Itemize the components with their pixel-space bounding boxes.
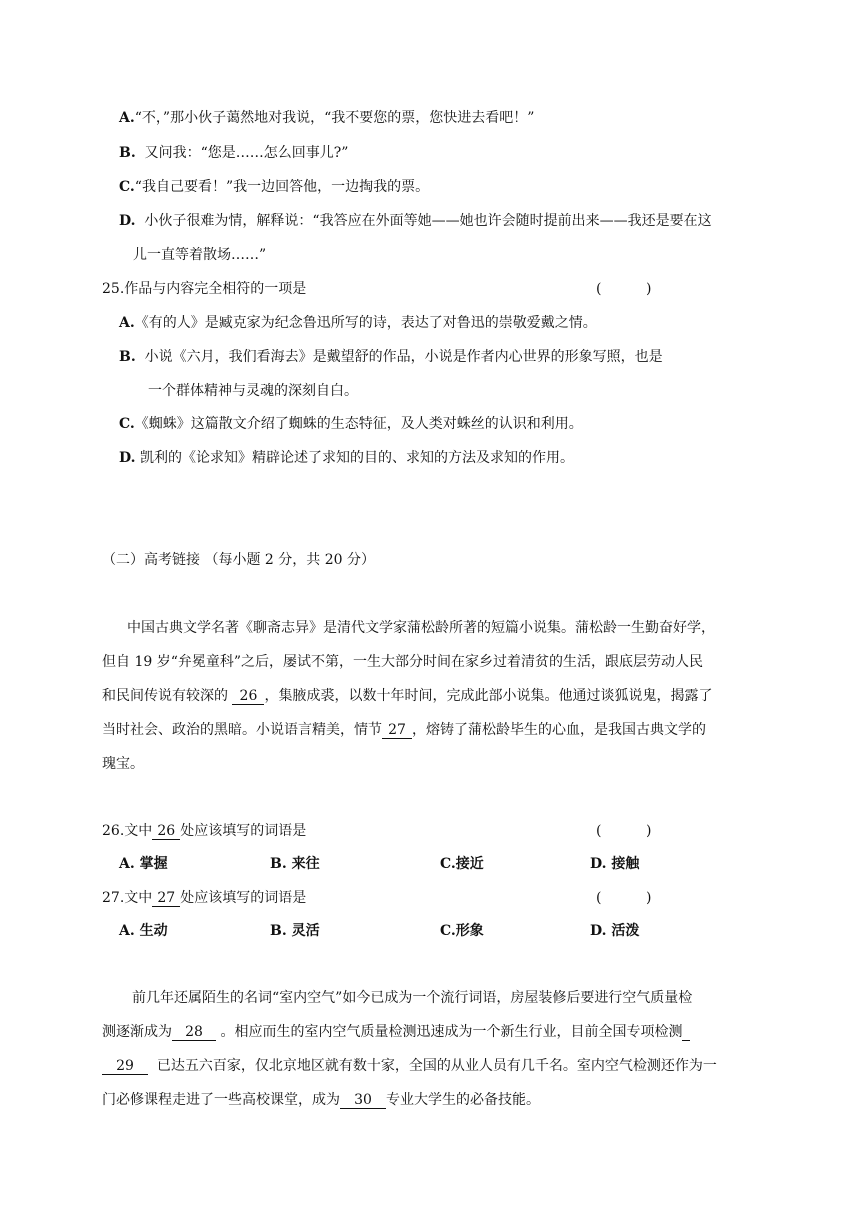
option-text: 小说《六月，我们看海去》是戴望舒的作品，小说是作者内心世界的形象写照，也是	[144, 349, 663, 365]
option-letter: C.	[119, 179, 135, 195]
option-text: 《蜘蛛》这篇散文介绍了蜘蛛的生态特征，及人类对蛛丝的认识和利用。	[134, 416, 583, 432]
q26-option-c: C.接近	[440, 856, 484, 872]
blank-27: 27	[382, 722, 412, 739]
passage-text: 测逐渐成为	[102, 1024, 172, 1040]
stem-text: 处应该填写的词语是	[180, 890, 307, 906]
q24-option-b	[119, 143, 348, 163]
passage-text: 。相应而生的室内空气质量检测迅速成为一个新生行业，目前全国专项检测	[220, 1024, 683, 1040]
option-letter: D.	[119, 450, 136, 466]
q27-option-a: A. 生动	[119, 923, 168, 939]
passage2-line2	[102, 1022, 690, 1042]
passage1-line3	[102, 686, 712, 706]
option-letter: C.	[119, 416, 135, 432]
passage-text: 门必修课程走进了一些高校课堂，成为	[102, 1092, 340, 1108]
stem-text: 27.文中	[102, 890, 153, 906]
passage2-line4	[102, 1090, 540, 1110]
option-text: 小伙子很难为情，解释说：“我答应在外面等她——她也许会随时提前出来——我还是要在这	[144, 213, 712, 229]
q25-option-c	[119, 414, 583, 434]
q24-option-a	[119, 108, 534, 128]
passage-text: 已达五六百家，仅北京地区就有数十家，全国的从业人员有几千名。室内空气检测还作为一	[156, 1058, 717, 1074]
passage-text: 专业大学生的必备技能。	[386, 1092, 540, 1108]
option-text: 凯利的《论求知》精辟论述了求知的目的、求知的方法及求知的作用。	[139, 450, 574, 466]
passage-text: ，熔铸了蒲松龄毕生的心血，是我国古典文学的	[412, 722, 706, 738]
option-letter: D.	[119, 213, 136, 229]
passage1-line5: 瑰宝。	[102, 756, 144, 772]
option-letter: A.	[119, 315, 135, 331]
stem-text: 26.文中	[102, 823, 153, 839]
q27-option-d: D. 活泼	[590, 923, 640, 939]
blank-29: 29	[102, 1058, 148, 1075]
q24-option-d	[119, 211, 712, 231]
q25-option-b-continued: 一个群体精神与灵魂的深刻自白。	[148, 383, 358, 399]
option-letter: B.	[119, 145, 136, 161]
option-text: 又问我：“您是……怎么回事儿?”	[144, 145, 349, 161]
option-text: “我自己要看！”我一边回答他，一边掏我的票。	[134, 179, 430, 195]
q27-option-b: B. 灵活	[270, 923, 320, 939]
passage2-line3	[102, 1056, 717, 1076]
passage1-line2: 但自 19 岁“弁冕童科”之后，屡试不第，一生大部分时间在家乡过着清贫的生活，跟底层劳动人民	[102, 654, 704, 670]
q25-stem: 25.作品与内容完全相符的一项是	[102, 281, 307, 297]
q27-stem	[102, 888, 306, 908]
q26-answer-parens: ( )	[596, 823, 652, 839]
option-text: “不，”那小伙子蔼然地对我说，“我不要您的票，您快进去看吧！”	[134, 110, 535, 126]
q24-option-d-continued: 儿一直等着散场……”	[133, 247, 267, 263]
blank-29-start	[682, 1024, 690, 1041]
q27-answer-parens: ( )	[596, 890, 652, 906]
q25-option-a	[119, 313, 597, 333]
blank-ref-26: 26	[152, 823, 180, 840]
blank-26: 26	[232, 688, 264, 705]
section-heading: （二）高考链接 （每小题 2 分，共 20 分）	[102, 552, 375, 568]
option-letter: A.	[119, 110, 135, 126]
q27-option-c: C.形象	[440, 923, 484, 939]
option-text: 《有的人》是臧克家为纪念鲁迅所写的诗，表达了对鲁迅的崇敬爱戴之情。	[134, 315, 597, 331]
q26-stem	[102, 821, 306, 841]
blank-28: 28	[172, 1024, 216, 1041]
passage2-line1: 前几年还属陌生的名词“室内空气”如今已成为一个流行词语，房屋装修后要进行空气质量检	[132, 990, 693, 1006]
passage-text: 当时社会、政治的黑暗。小说语言精美，情节	[102, 722, 382, 738]
blank-30: 30	[340, 1092, 386, 1109]
passage1-line1: 中国古典文学名著《聊斋志异》是清代文学家蒲松龄所著的短篇小说集。蒲松龄一生勤奋好学，	[127, 620, 715, 636]
q26-option-d: D. 接触	[590, 856, 640, 872]
q26-option-a: A. 掌握	[119, 856, 168, 872]
q26-option-b: B. 来往	[270, 856, 320, 872]
q25-option-d	[119, 448, 574, 468]
q24-option-c	[119, 177, 429, 197]
option-letter: B.	[119, 349, 136, 365]
passage-text: ，集腋成裘，以数十年时间，完成此部小说集。他通过谈狐说鬼，揭露了	[264, 688, 713, 704]
passage1-line4	[102, 720, 706, 740]
q25-answer-parens: ( )	[596, 281, 652, 297]
passage-text: 和民间传说有较深的	[102, 688, 228, 704]
q25-option-b	[119, 347, 663, 367]
blank-ref-27: 27	[152, 890, 180, 907]
stem-text: 处应该填写的词语是	[180, 823, 307, 839]
